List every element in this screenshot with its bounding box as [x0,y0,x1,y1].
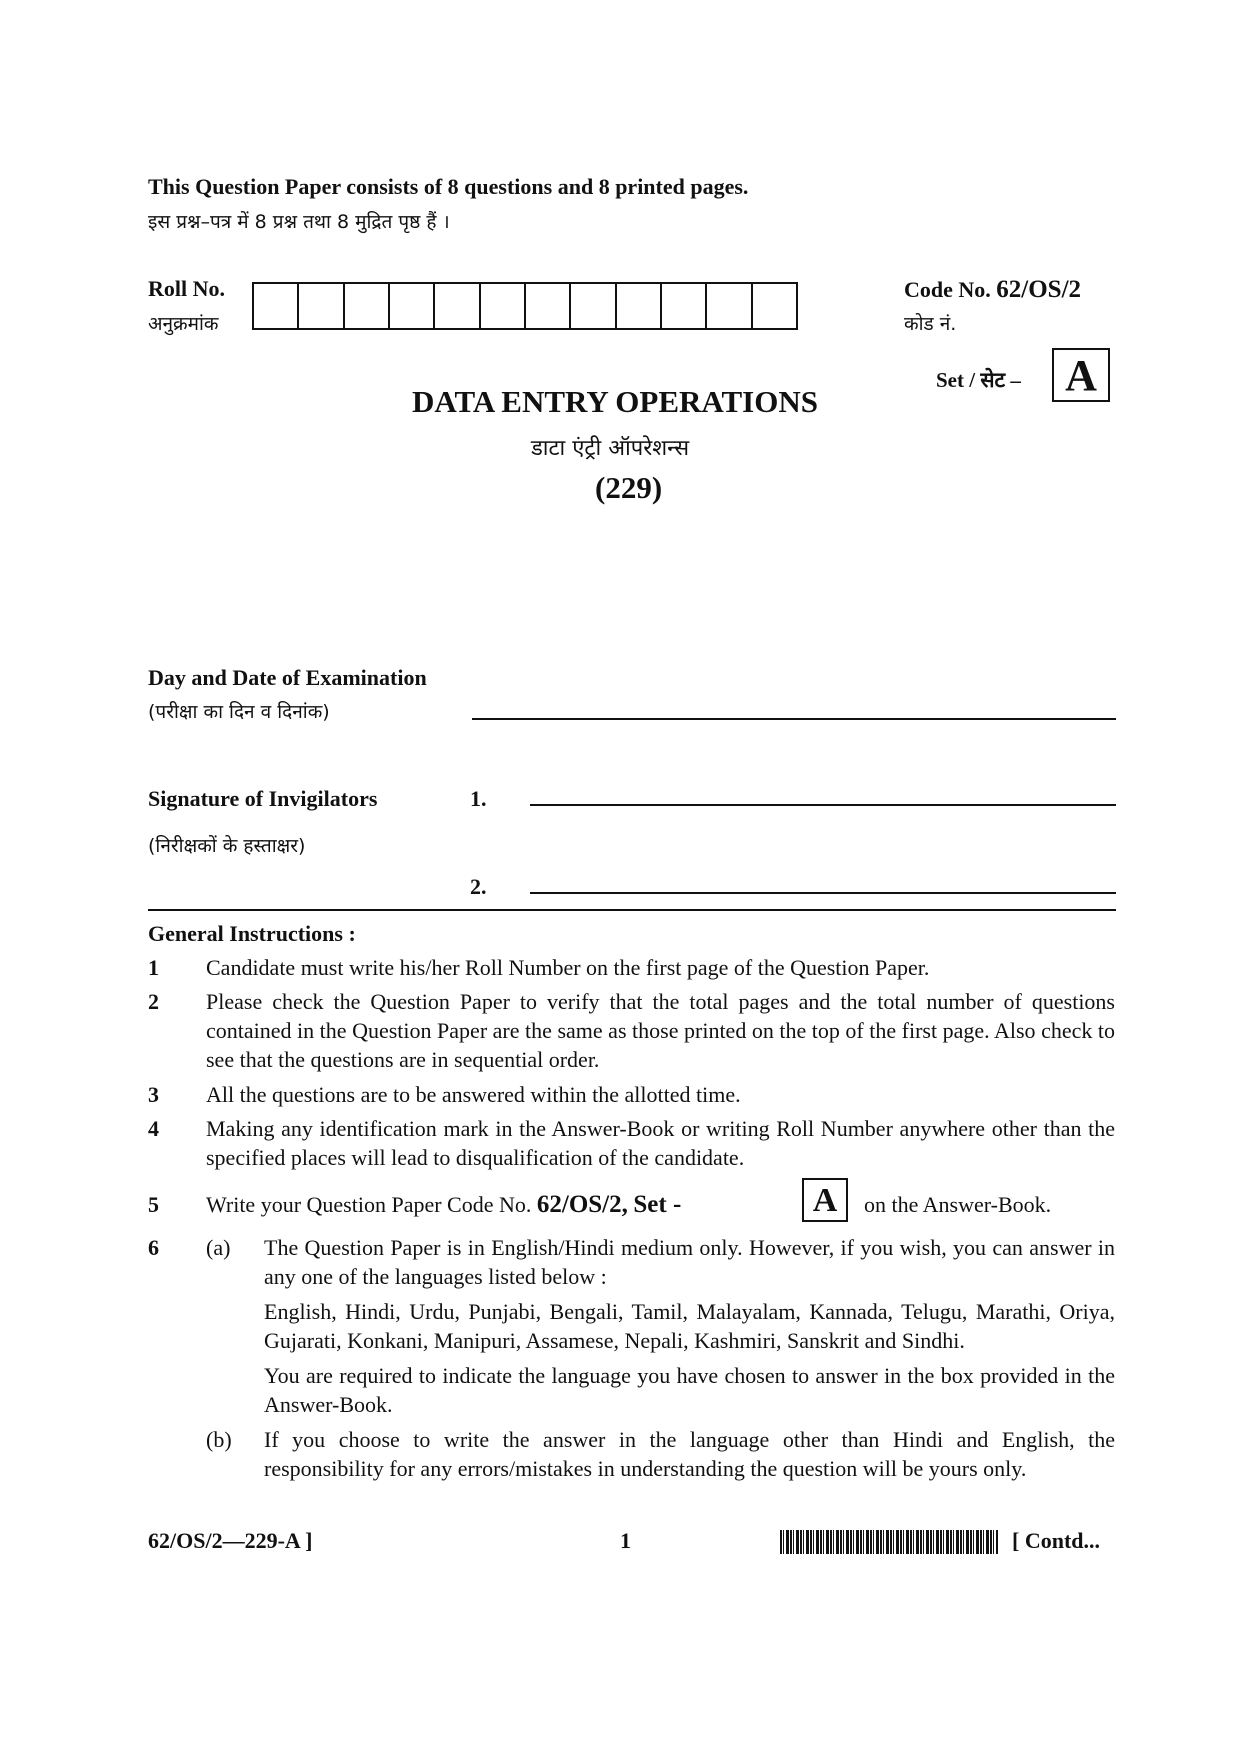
code-number [904,276,1081,304]
roll-label: Roll No. [148,276,225,301]
instruction-5-post: on the Answer-Book. [864,1192,1052,1217]
instruction-number: 1 [148,955,159,980]
roll-number-boxes[interactable] [252,282,798,330]
instruction-1 [148,953,1115,982]
barcode-icon [780,1530,998,1554]
continued-label: [ Contd... [1012,1528,1101,1553]
instruction-5-code: 62/OS/2, [536,1191,628,1218]
instruction-5 [148,1178,1115,1224]
instruction-text: Making any identification mark in the Answer-Book or writing Roll Number anywhere other than the specified places will lead to disqualification of the candidate. [206,1116,1115,1170]
roll-number-box[interactable] [390,284,435,328]
instruction-3 [148,1080,1115,1109]
instruction-6b-label: (b) [206,1427,232,1452]
section-divider [148,909,1116,911]
instruction-text: All the questions are to be answered within the allotted time. [206,1082,741,1107]
roll-number-box[interactable] [526,284,571,328]
roll-number-box[interactable] [571,284,616,328]
code-label-hindi: कोड नं. [904,313,957,335]
exam-date-line[interactable] [472,718,1116,720]
instruction-5-pre: Write your Question Paper Code No. [206,1192,532,1217]
roll-label-hindi: अनुक्रमांक [148,313,219,335]
subject-title: DATA ENTRY OPERATIONS [412,384,818,419]
roll-number-box[interactable] [753,284,796,328]
paper-info-english: This Question Paper consists of 8 questions and 8 printed pages. [148,174,749,199]
instruction-6a-label: (a) [206,1235,231,1260]
instruction-6-indicate: You are required to indicate the language you have chosen to answer in the box provided in the Answer-Book. [264,1363,1115,1417]
instruction-6-languages: English, Hindi, Urdu, Punjabi, Bengali, Tamil, Malayalam, Kannada, Telugu, Marathi, Oriya, Gujarati, Konkani, Manipuri, Assamese, Nepali, Kashmiri, Sanskrit and Sindhi. [264,1299,1115,1353]
exam-date-label: Day and Date of Examination [148,665,427,690]
instruction-number: 4 [148,1116,159,1141]
instruction-4 [148,1114,1115,1172]
invigilators-label: Signature of Invigilators [148,786,378,811]
code-value: 62/OS/2 [996,276,1082,303]
instruction-text [206,1190,681,1219]
instruction-6 [148,1233,1115,1483]
invigilator-2-number: 2. [470,874,487,899]
instruction-number: 2 [148,989,159,1014]
invigilator-2-line[interactable] [530,892,1116,894]
invigilators-label-hindi: (निरीक्षकों के हस्ताक्षर) [148,835,306,857]
set-label: Set / सेट – [936,368,1021,392]
instruction-2 [148,987,1115,1074]
instruction-text: Please check the Question Paper to verify that the total pages and the total number of questions contained in the Question Paper are the same as those printed on the top of the first page. Also check to see that the questions are in sequential order. [206,989,1115,1072]
roll-number-box[interactable] [481,284,526,328]
instruction-number: 6 [148,1235,159,1260]
roll-number-box[interactable] [435,284,480,328]
footer-code: 62/OS/2—229-A ] [148,1528,313,1553]
roll-number-box[interactable] [617,284,662,328]
roll-number-box[interactable] [345,284,390,328]
paper-info-hindi: इस प्रश्न–पत्र में 8 प्रश्न तथा 8 मुद्रित पृष्ठ हैं । [148,211,450,233]
page-number: 1 [620,1528,631,1553]
invigilator-1-number: 1. [470,786,487,811]
instruction-6a-text: The Question Paper is in English/Hindi medium only. However, if you wish, you can answer in any one of the languages listed below : [264,1235,1115,1289]
set-box: A [1052,348,1110,402]
exam-date-label-hindi: (परीक्षा का दिन व दिनांक) [148,701,330,723]
instruction-6b [148,1425,1115,1483]
instruction-5-set-box: A [802,1178,848,1222]
roll-number-box[interactable] [662,284,707,328]
instruction-text: Candidate must write his/her Roll Number on the first page of the Question Paper. [206,955,930,980]
instruction-6b-text: If you choose to write the answer in the language other than Hindi and English, the responsibility for any errors/mistakes in understanding the question will be yours only. [264,1427,1115,1481]
subject-code: (229) [595,470,663,505]
code-label: Code No. [904,277,991,302]
instruction-5-set: Set - [633,1191,682,1218]
instructions-heading: General Instructions : [148,921,356,946]
roll-number-box[interactable] [299,284,344,328]
roll-number-box[interactable] [707,284,752,328]
instruction-number: 3 [148,1082,159,1107]
instruction-number: 5 [148,1192,159,1217]
subject-title-hindi: डाटा एंट्री ऑपरेशन्स [531,436,690,461]
invigilator-1-line[interactable] [530,804,1116,806]
roll-number-box[interactable] [254,284,299,328]
